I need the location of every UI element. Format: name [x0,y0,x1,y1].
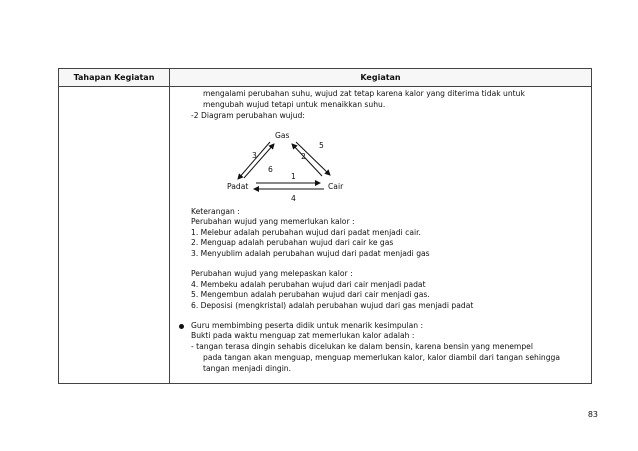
label-6: 6 [268,165,273,174]
teacher-guidance: Guru membimbing peserta didik untuk menarik kesimpulan : [191,321,424,330]
evidence-line-3: tangan menjadi dingin. [203,364,292,373]
label-3: 3 [252,151,257,160]
page-number: 83 [587,410,598,419]
label-1: 1 [291,172,296,181]
label-cair: Cair [328,182,344,191]
releases-heat-title: Perubahan wujud yang melepaskan kalor : [191,269,353,278]
evidence-title: Bukti pada waktu menguap zat memerlukan kalor adalah : [191,331,415,340]
label-padat: Padat [227,182,249,191]
list-item: 4. Membeku adalah perubahan wujud dari cair menjadi padat [191,280,426,289]
state-change-diagram [170,128,350,208]
label-gas: Gas [275,131,290,140]
evidence-line-1: - tangan terasa dingin sehabis dicelukan ke dalam bensin, karena bensin yang menempel [191,342,533,351]
label-5: 5 [319,141,324,150]
label-2: 2 [301,152,306,161]
column-divider [169,69,170,383]
diagram-caption: -2 Diagram perubahan wujud: [191,111,305,120]
header-kegiatan: Kegiatan [360,73,401,82]
list-item: 5. Mengembun adalah perubahan wujud dari cair menjadi gas. [191,290,430,299]
list-item: 3. Menyublim adalah perubahan wujud dari padat menjadi gas [191,249,430,258]
header-tahapan-kegiatan: Tahapan Kegiatan [73,73,155,82]
table-header [59,69,591,87]
list-item: 1. Melebur adalah perubahan wujud dari padat menjadi cair. [191,228,421,237]
label-4: 4 [291,194,296,203]
text-line-1: mengalami perubahan suhu, wujud zat tetap karena kalor yang diterima tidak untuk [203,89,525,98]
bullet-icon [179,324,184,329]
keterangan-label: Keterangan : [191,207,240,216]
diagram-arrows [170,128,350,208]
text-line-2: mengubah wujud tetapi untuk menaikkan suhu. [203,100,386,109]
requires-heat-title: Perubahan wujud yang memerlukan kalor : [191,217,355,226]
evidence-line-2: pada tangan akan menguap, menguap memerlukan kalor, kalor diambil dari tangan sehingga [203,353,561,362]
list-item: 6. Deposisi (mengkristal) adalah perubahan wujud dari gas menjadi padat [191,301,474,310]
arrow-2 [292,144,322,176]
list-item: 2. Menguap adalah perubahan wujud dari cair ke gas [191,238,394,247]
